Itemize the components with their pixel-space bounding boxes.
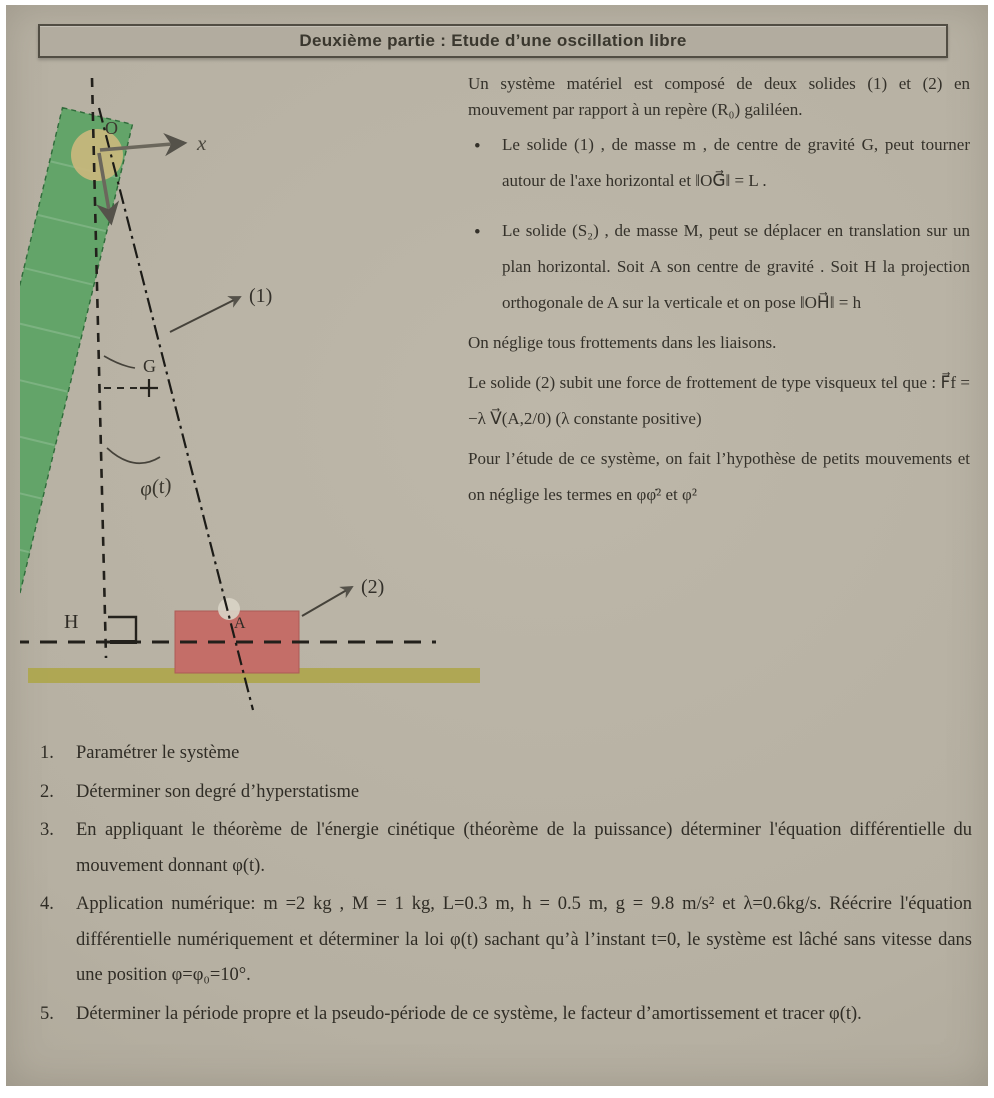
solid2-label: (2) bbox=[361, 576, 385, 598]
section-title-box bbox=[38, 24, 948, 58]
gravity-center-label: G bbox=[143, 356, 156, 376]
g-cross bbox=[140, 379, 158, 397]
solid1-callout-arrow bbox=[170, 297, 240, 332]
friction-note: On néglige tous frottements dans les liaisons. bbox=[468, 333, 777, 353]
intro-paragraph: Un système matériel est composé de deux solides (1) et (2) en mouvement par rapport à un repère (R₀) galiléen. bbox=[468, 74, 970, 119]
question-item bbox=[40, 736, 972, 772]
bullet-solid1: • Le solide (1) , de masse m , de centre de gravité G, peut tourner autour de l'axe horizontal et ‖OG⃗‖ = L . bbox=[468, 127, 970, 199]
question-item bbox=[40, 775, 972, 811]
h-point-label: H bbox=[64, 611, 79, 633]
question-list bbox=[40, 736, 972, 1035]
x-axis-label: x bbox=[197, 131, 207, 155]
question-number: 5. bbox=[40, 1003, 54, 1024]
right-angle-mark bbox=[108, 617, 136, 642]
a-point-label: A bbox=[234, 615, 246, 632]
angle-label: φ(t) bbox=[138, 472, 173, 501]
question-number: 4. bbox=[40, 894, 54, 915]
question-text: Application numérique: m =2 kg , M = 1 kg, L=0.3 m, h = 0.5 m, g = 9.8 m/s² et λ=0.6kg/s. Réécrire l'équation différentielle numériquement et déterminer la loi φ(t) sachant qu’à l’instant t=0, le système est lâché sans vitesse dans une position φ=φ₀=10°. bbox=[76, 894, 972, 986]
bullet-solid2: • Le solide (S₂) , de masse M, peut se déplacer en translation sur un plan horizontal. Soit A son centre de gravité . Soit H la projection orthogonale de A sur la verticale et on pose ‖OH⃗‖ = h bbox=[468, 213, 970, 321]
question-text: Déterminer la période propre et la pseudo-période de ce système, le facteur d’amortissement et tracer φ(t). bbox=[76, 1003, 862, 1024]
question-text: En appliquant le théorème de l'énergie cinétique (théorème de la puissance) déterminer l'équation différentielle du mouvement donnant φ(t). bbox=[76, 820, 972, 876]
question-item bbox=[40, 887, 972, 994]
question-number: 2. bbox=[40, 781, 54, 802]
angle-arc-small bbox=[104, 356, 135, 368]
solid1-label: (1) bbox=[249, 285, 273, 307]
viscous-force-paragraph: Le solide (2) subit une force de frottement de type visqueux tel que : F⃗f = −λ V⃗(A,2/0) (λ constante positive) bbox=[468, 373, 970, 429]
question-text: Déterminer son degré d’hyperstatisme bbox=[76, 781, 360, 802]
solid2-callout-arrow bbox=[302, 587, 352, 616]
section-title: Deuxième partie : Etude d’une oscillation libre bbox=[299, 31, 687, 50]
mechanism-diagram bbox=[20, 66, 480, 716]
question-text: Paramétrer le système bbox=[76, 743, 240, 763]
angle-arc bbox=[107, 448, 160, 463]
problem-description bbox=[468, 71, 970, 513]
question-number: 3. bbox=[40, 820, 54, 841]
scanned-page bbox=[6, 5, 988, 1086]
origin-label: O bbox=[105, 118, 118, 138]
question-item bbox=[40, 997, 972, 1033]
hypothesis-paragraph: Pour l’étude de ce système, on fait l’hypothèse de petits mouvements et on néglige les termes en φφ̇² et φ² bbox=[468, 449, 970, 505]
question-number: 1. bbox=[40, 743, 54, 763]
question-item bbox=[40, 813, 972, 884]
